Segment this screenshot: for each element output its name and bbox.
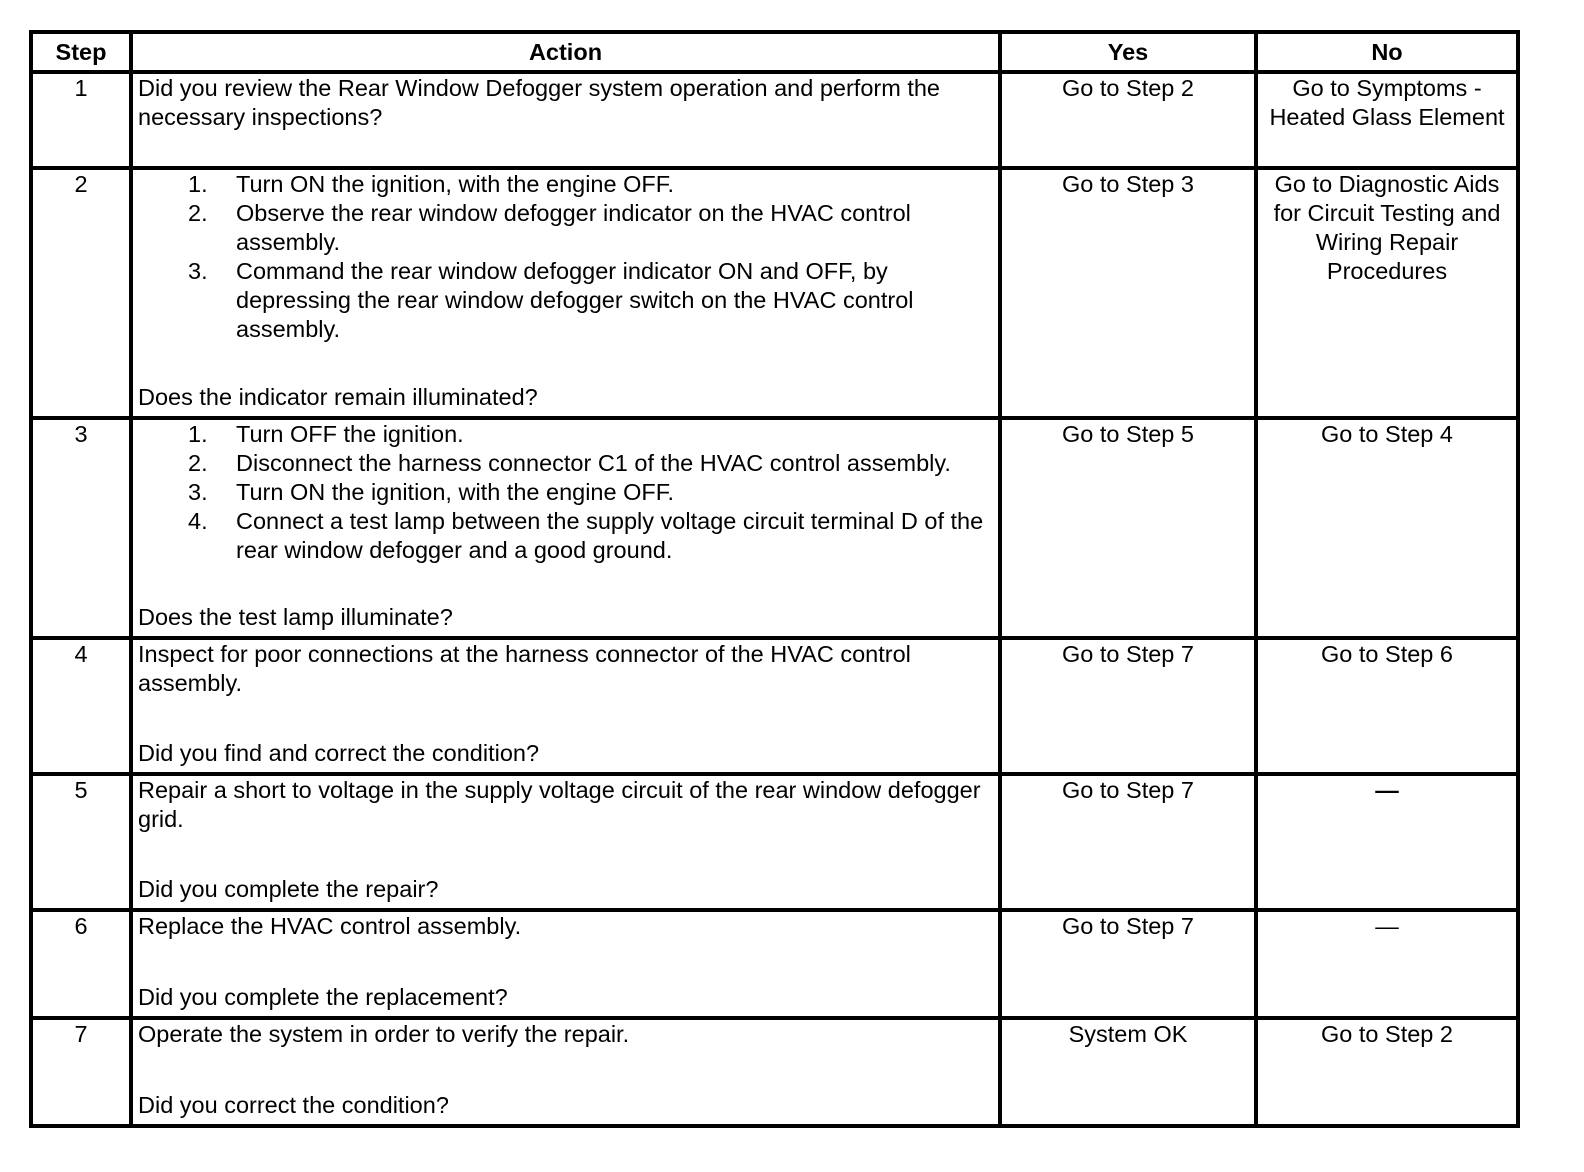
action-cell [131, 168, 1000, 418]
action-cell [131, 1018, 1000, 1126]
header-yes: Yes [1000, 32, 1256, 72]
list-item: 3. Turn ON the ignition, with the engine OFF. [188, 479, 675, 505]
no-cell: Go to Step 4 [1256, 418, 1518, 638]
action-text: Repair a short to voltage in the supply voltage circuit of the rear window defogger grid. [138, 777, 981, 832]
action-question: Did you find and correct the condition? [138, 740, 540, 766]
list-item: 1. Turn OFF the ignition. [188, 421, 464, 447]
table-row [31, 168, 1518, 418]
list-item: 2. Disconnect the harness connector C1 of the HVAC control assembly. [188, 450, 951, 476]
diagnostic-table [29, 30, 1520, 1128]
yes-cell: Go to Step 2 [1000, 72, 1256, 168]
action-question: Did you complete the repair? [138, 876, 439, 902]
step-number: 1 [31, 72, 131, 168]
no-cell: Go to Step 6 [1256, 638, 1518, 774]
procedure-list [138, 170, 993, 344]
no-cell: Go to Step 2 [1256, 1018, 1518, 1126]
action-cell [131, 638, 1000, 774]
yes-cell: Go to Step 3 [1000, 168, 1256, 418]
header-step: Step [31, 32, 131, 72]
yes-cell: Go to Step 7 [1000, 638, 1256, 774]
step-number: 4 [31, 638, 131, 774]
table-row [31, 774, 1518, 910]
action-text: Did you review the Rear Window Defogger system operation and perform the necessary inspections? [138, 75, 940, 130]
action-question: Does the test lamp illuminate? [138, 604, 453, 630]
action-question: Did you correct the condition? [138, 1092, 449, 1118]
yes-cell: Go to Step 5 [1000, 418, 1256, 638]
table-row [31, 1018, 1518, 1126]
list-item: 1. Turn ON the ignition, with the engine OFF. [188, 171, 675, 197]
action-question: Did you complete the replacement? [138, 984, 508, 1010]
no-cell: Go to Symptoms - Heated Glass Element [1256, 72, 1518, 168]
table-row [31, 418, 1518, 638]
action-question: Does the indicator remain illuminated? [138, 384, 538, 410]
action-text: Replace the HVAC control assembly. [138, 913, 522, 939]
action-text: Operate the system in order to verify the repair. [138, 1021, 630, 1047]
step-number: 6 [31, 910, 131, 1018]
action-cell [131, 418, 1000, 638]
yes-cell: Go to Step 7 [1000, 774, 1256, 910]
step-number: 7 [31, 1018, 131, 1126]
action-cell [131, 910, 1000, 1018]
list-item: 2. Observe the rear window defogger indicator on the HVAC control assembly. [188, 200, 911, 255]
list-item: 4. Connect a test lamp between the supply voltage circuit terminal D of the rear window defogger and a good ground. [188, 508, 984, 563]
header-action: Action [131, 32, 1000, 72]
table-row [31, 638, 1518, 774]
action-text: Inspect for poor connections at the harness connector of the HVAC control assembly. [138, 641, 911, 696]
yes-cell: Go to Step 7 [1000, 910, 1256, 1018]
header-no: No [1256, 32, 1518, 72]
action-cell [131, 72, 1000, 168]
table-row [31, 72, 1518, 168]
no-cell: — [1256, 774, 1518, 910]
step-number: 2 [31, 168, 131, 418]
list-item: 3. Command the rear window defogger indicator ON and OFF, by depressing the rear window defogger switch on the HVAC control assembly. [188, 258, 914, 342]
action-cell [131, 774, 1000, 910]
step-number: 3 [31, 418, 131, 638]
procedure-list [138, 420, 993, 565]
table-header-row [31, 32, 1518, 72]
no-cell: — [1256, 910, 1518, 1018]
no-cell: Go to Diagnostic Aids for Circuit Testing and Wiring Repair Procedures [1256, 168, 1518, 418]
yes-cell: System OK [1000, 1018, 1256, 1126]
step-number: 5 [31, 774, 131, 910]
table-row [31, 910, 1518, 1018]
